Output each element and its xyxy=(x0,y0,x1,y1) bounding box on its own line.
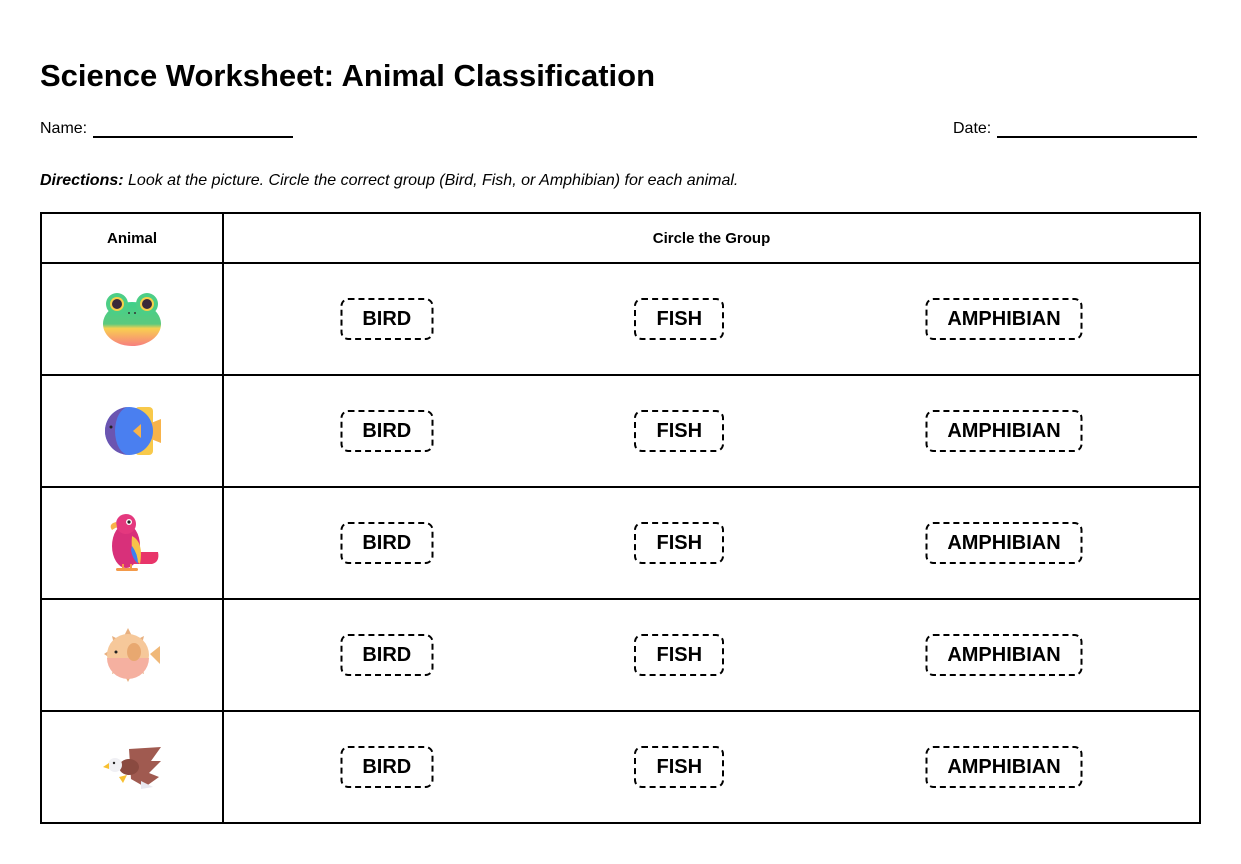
name-line[interactable] xyxy=(93,122,293,138)
option-bird[interactable]: BIRD xyxy=(340,634,433,676)
animal-cell xyxy=(41,487,223,599)
animal-cell xyxy=(41,263,223,375)
option-fish[interactable]: FISH xyxy=(634,746,724,788)
table-row xyxy=(41,263,1200,375)
option-bird[interactable]: BIRD xyxy=(340,298,433,340)
directions-text: Look at the picture. Circle the correct group (Bird, Fish, or Amphibian) for each animal. xyxy=(123,172,739,189)
blowfish-icon xyxy=(102,624,162,686)
option-bird[interactable]: BIRD xyxy=(340,410,433,452)
classification-table xyxy=(40,212,1201,824)
group-cell xyxy=(223,711,1200,823)
frog-icon xyxy=(101,290,163,348)
option-amphibian[interactable]: AMPHIBIAN xyxy=(926,410,1083,452)
header-animal: Animal xyxy=(41,213,223,263)
group-cell xyxy=(223,263,1200,375)
directions xyxy=(40,172,738,190)
page-title: Science Worksheet: Animal Classification xyxy=(40,58,656,93)
table-row xyxy=(41,375,1200,487)
option-amphibian[interactable]: AMPHIBIAN xyxy=(926,522,1083,564)
header-group: Circle the Group xyxy=(223,213,1200,263)
group-cell xyxy=(223,599,1200,711)
option-amphibian[interactable]: AMPHIBIAN xyxy=(926,634,1083,676)
option-bird[interactable]: BIRD xyxy=(340,746,433,788)
table-row xyxy=(41,487,1200,599)
directions-label: Directions: xyxy=(40,172,124,189)
animal-cell xyxy=(41,375,223,487)
date-label: Date: xyxy=(953,120,992,137)
name-field[interactable] xyxy=(40,120,293,138)
name-label: Name: xyxy=(40,120,88,137)
table-row xyxy=(41,711,1200,823)
animal-cell xyxy=(41,711,223,823)
option-amphibian[interactable]: AMPHIBIAN xyxy=(926,298,1083,340)
option-amphibian[interactable]: AMPHIBIAN xyxy=(926,746,1083,788)
tropical-fish-icon xyxy=(101,405,163,457)
option-fish[interactable]: FISH xyxy=(634,634,724,676)
option-fish[interactable]: FISH xyxy=(634,298,724,340)
animal-cell xyxy=(41,599,223,711)
option-bird[interactable]: BIRD xyxy=(340,522,433,564)
date-line[interactable] xyxy=(997,122,1197,138)
group-cell xyxy=(223,375,1200,487)
option-fish[interactable]: FISH xyxy=(634,410,724,452)
group-cell xyxy=(223,487,1200,599)
date-field[interactable] xyxy=(953,120,1197,138)
option-fish[interactable]: FISH xyxy=(634,522,724,564)
eagle-icon xyxy=(101,743,163,791)
parrot-icon xyxy=(104,512,160,574)
header-row xyxy=(41,213,1200,263)
table-row xyxy=(41,599,1200,711)
